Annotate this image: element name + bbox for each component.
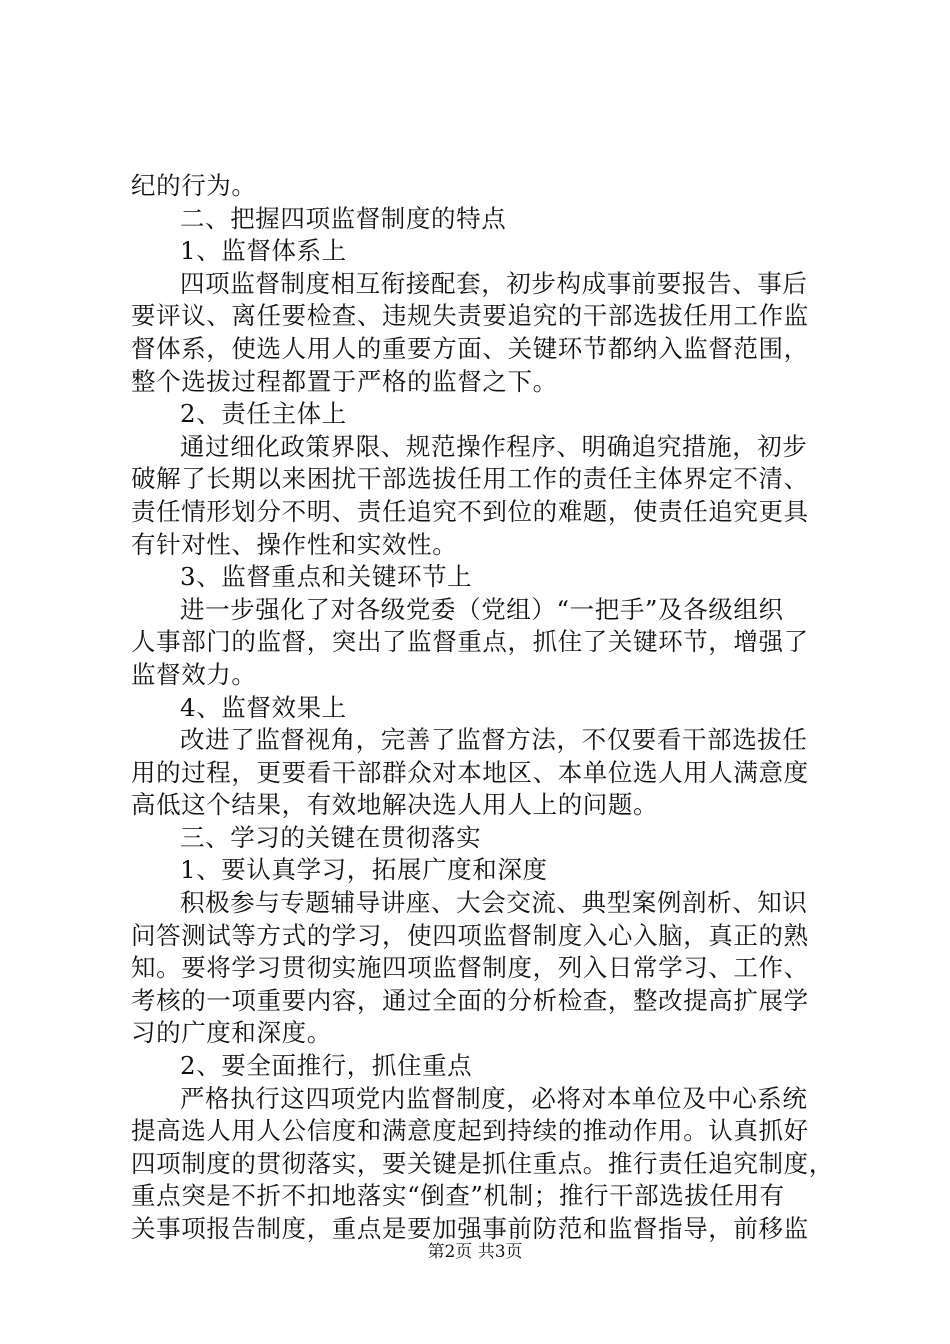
- text-line: 纪的行为。: [131, 171, 257, 200]
- text-line: 知。要将学习贯彻实施四项监督制度，列入日常学习、工作、: [131, 953, 809, 983]
- text-line: 3、监督重点和关键环节上: [180, 562, 473, 592]
- text-line: 用的过程，更要看干部群众对本地区、本单位选人用人满意度: [131, 757, 809, 787]
- text-line: 考核的一项重要内容，通过全面的分析检查，整改提高扩展学: [131, 985, 809, 1015]
- text-line: 监督效力。: [131, 659, 257, 689]
- text-line: 二、把握四项监督制度的特点: [180, 203, 507, 233]
- text-line: 严格执行这四项党内监督制度，必将对本单位及中心系统: [180, 1083, 808, 1113]
- text-line: 1、监督体系上: [180, 236, 347, 266]
- text-line: 破解了长期以来困扰干部选拔任用工作的责任主体界定不清、: [131, 464, 809, 494]
- text-line: 要评议、离任要检查、违规失责要追究的干部选拔任用工作监: [131, 301, 809, 331]
- text-line: 有针对性、操作性和实效性。: [131, 529, 458, 559]
- text-line: 习的广度和深度。: [131, 1018, 332, 1048]
- text-line: 三、学习的关键在贯彻落实: [180, 822, 482, 852]
- text-line: 整个选拔过程都置于严格的监督之下。: [131, 366, 558, 396]
- text-line: 关事项报告制度，重点是要加强事前防范和监督指导，前移监: [131, 1214, 809, 1243]
- text-line: 2、要全面推行，抓住重点: [180, 1051, 473, 1081]
- text-line: 四项制度的贯彻落实，要关键是抓住重点。推行责任追究制度，: [131, 1148, 834, 1178]
- text-line: 高低这个结果，有效地解决选人用人上的问题。: [131, 790, 659, 820]
- text-line: 督体系，使选人用人的重要方面、关键环节都纳入监督范围，: [131, 333, 809, 363]
- text-line: 责任情形划分不明、责任追究不到位的难题，使责任追究更具: [131, 496, 809, 526]
- text-line: 积极参与专题辅导讲座、大会交流、典型案例剖析、知识: [180, 888, 808, 918]
- text-line: 2、责任主体上: [180, 399, 347, 429]
- document-body: [131, 170, 834, 1246]
- text-line: 1、要认真学习，拓展广度和深度: [180, 855, 548, 885]
- text-line: 通过细化政策界限、规范操作程序、明确追究措施，初步: [180, 431, 808, 461]
- text-line: 人事部门的监督，突出了监督重点，抓住了关键环节，增强了: [131, 627, 809, 657]
- text-line: 4、监督效果上: [180, 692, 347, 722]
- text-line: 问答测试等方式的学习，使四项监督制度入心入脑，真正的熟: [131, 920, 809, 950]
- text-line: 重点突是不折不扣地落实“倒查”机制；推行干部选拔任用有: [131, 1181, 785, 1211]
- text-line: 改进了监督视角，完善了监督方法，不仅要看干部选拔任: [180, 725, 808, 755]
- text-line: 提高选人用人公信度和满意度起到持续的推动作用。认真抓好: [131, 1116, 809, 1146]
- text-line: 四项监督制度相互衔接配套，初步构成事前要报告、事后: [180, 268, 808, 298]
- text-line: 进一步强化了对各级党委（党组）“一把手”及各级组织: [180, 594, 784, 624]
- page-footer: 第2页 共3页: [427, 1242, 523, 1262]
